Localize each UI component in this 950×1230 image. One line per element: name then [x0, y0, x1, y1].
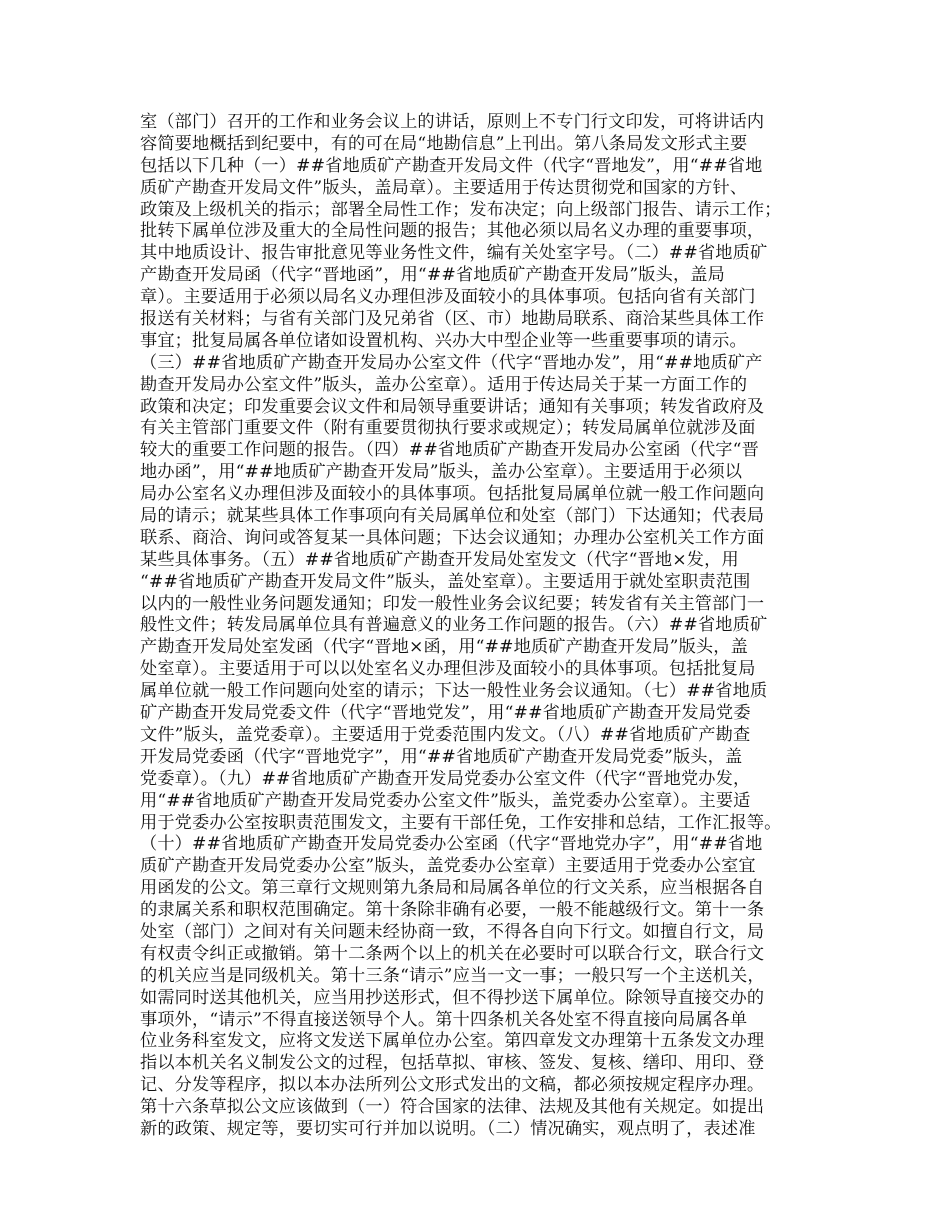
- text-line: 用函发的公文。第三章行文规则第九条局和局属各单位的行文关系，应当根据各自: [140, 878, 765, 899]
- text-line: 开发局党委函（代字“晋地党字”，用“##省地质矿产勘查开发局党委”版头，盖: [140, 746, 743, 767]
- text-line: 政策及上级机关的指示；部署全局性工作；发布决定；向上级部门报告、请示工作；: [140, 199, 782, 220]
- text-line: 属单位就一般工作问题向处室的请示；下达一般性业务会议通知。（七）##省地质: [140, 681, 768, 702]
- text-line: 报送有关材料；与省有关部门及兄弟省（区、市）地勘局联系、商洽某些具体工作: [140, 309, 765, 330]
- text-line: 文件”版头，盖党委章）。主要适用于党委范围内发文。（八）##省地质矿产勘查: [140, 724, 751, 745]
- text-line: 联系、商洽、询问或答复某一具体问题；下达会议通知；办理办公室机关工作方面: [140, 527, 765, 548]
- text-line: 处室（部门）之间对有关问题未经协商一致，不得各自向下行文。如擅自行文，局: [140, 921, 765, 942]
- text-line: 第十六条草拟公文应该做到（一）符合国家的法律、法规及其他有关规定。如提出: [140, 1097, 765, 1118]
- text-line: 勘查开发局办公室文件”版头，盖办公室章）。适用于传达局关于某一方面工作的: [140, 374, 748, 395]
- text-line: 的隶属关系和职权范围确定。第十条除非确有必要，一般不能越级行文。第十一条: [140, 900, 765, 921]
- text-line: 产勘查开发局函（代字“晋地函”，用“##省地质矿产勘查开发局”版头，盖局: [140, 265, 725, 286]
- text-line: “##省地质矿产勘查开发局文件”版头，盖处室章）。主要适用于就处室职责范围: [140, 571, 751, 592]
- text-line: 以内的一般性业务问题发通知；印发一般性业务会议纪要；转发省有关主管部门一: [140, 593, 765, 614]
- text-line: 局的请示；就某些具体工作事项向有关局属单位和处室（部门）下达通知；代表局: [140, 506, 765, 527]
- text-line: 的机关应当是同级机关。第十三条“请示”应当一文一事；一般只写一个主送机关，: [140, 965, 765, 986]
- text-line: 般性文件；转发局属单位具有普遍意义的业务工作问题的报告。（六）##省地质矿: [140, 615, 768, 636]
- text-line: 容简要地概括到纪要中，有的可在局“地勘信息”上刊出。第八条局发文形式主要: [140, 133, 748, 154]
- text-line: 某些具体事务。（五）##省地质矿产勘查开发局处室发文（代字“晋地×发，用: [140, 549, 739, 570]
- text-line: （三）##省地质矿产勘查开发局办公室文件（代字“晋地办发”，用“##地质矿产: [140, 352, 763, 373]
- text-line: 用“##省地质矿产勘查开发局党委办公室文件”版头，盖党委办公室章）。主要适: [140, 790, 751, 811]
- text-line: 位业务科室发文，应将文发送下属单位办公室。第四章发文办理第十五条发文办理: [140, 1031, 765, 1052]
- document-page: [140, 112, 822, 1141]
- text-line: 包括以下几种（一）##省地质矿产勘查开发局文件（代字“晋地发”，用“##省地: [140, 155, 763, 176]
- text-line: 局办公室名义办理但涉及面较小的具体事项。包括批复局属单位就一般工作问题向: [140, 484, 765, 505]
- text-line: 记、分发等程序，拟以本办法所列公文形式发出的文稿，都必须按规定程序办理。: [140, 1075, 765, 1096]
- text-line: 事宜；批复局属各单位诸如设置机构、兴办大中型企业等一些重要事项的请示。: [140, 330, 747, 351]
- text-line: 有关主管部门重要文件（附有重要贯彻执行要求或规定）；转发局属单位就涉及面: [140, 418, 756, 439]
- text-line: （十）##省地质矿产勘查开发局党委办公室函（代字“晋地党办字”，用“##省地: [140, 834, 763, 855]
- text-line: 如需同时送其他机关，应当用抄送形式，但不得抄送下属单位。除领导直接交办的: [140, 987, 765, 1008]
- text-line: 质矿产勘查开发局文件”版头，盖局章）。主要适用于传达贯彻党和国家的方针、: [140, 177, 748, 198]
- text-line: 地办函”，用“##地质矿产勘查开发局”版头，盖办公室章）。主要适用于必须以: [140, 462, 743, 483]
- text-line: 有权责令纠正或撤销。第十二条两个以上的机关在必要时可以联合行文，联合行文: [140, 943, 765, 964]
- text-line: 其中地质设计、报告审批意见等业务性文件，编有关处室字号。（二）##省地质矿: [140, 243, 768, 264]
- text-line: 矿产勘查开发局党委文件（代字“晋地党发”，用“##省地质矿产勘查开发局党委: [140, 703, 751, 724]
- text-line: 批转下属单位涉及重大的全局性问题的报告；其他必须以局名义办理的重要事项，: [140, 221, 765, 242]
- text-line: 较大的重要工作问题的报告。（四）##省地质矿产勘查开发局办公室函（代字“晋: [140, 440, 759, 461]
- text-line: 室（部门）召开的工作和业务会议上的讲话，原则上不专门行文印发，可将讲话内: [140, 112, 765, 132]
- text-line: 处室章）。主要适用于可以以处室名义办理但涉及面较小的具体事项。包括批复局: [140, 659, 756, 680]
- text-line: 用于党委办公室按职责范围发文，主要有干部任免，工作安排和总结，工作汇报等。: [140, 812, 782, 833]
- text-line: 党委章）。（九）##省地质矿产勘查开发局党委办公室文件（代字“晋地党办发，: [140, 768, 751, 789]
- text-line: 质矿产勘查开发局党委办公室”版头，盖党委办公室章）主要适用于党委办公室宜: [140, 856, 756, 877]
- text-line: 政策和决定；印发重要会议文件和局领导重要讲话；通知有关事项；转发省政府及: [140, 396, 765, 417]
- text-line: 章）。主要适用于必须以局名义办理但涉及面较小的具体事项。包括向省有关部门: [140, 287, 756, 308]
- text-line: 新的政策、规定等，要切实可行并加以说明。（二）情况确实，观点明了，表述准: [140, 1118, 756, 1139]
- text-line: 产勘查开发局处室发函（代字“晋地×函，用“##地质矿产勘查开发局”版头，盖: [140, 637, 748, 658]
- text-line: 事项外，“请示”不得直接送领导个人。第十四条机关各处室不得直接向局属各单: [140, 1009, 748, 1030]
- text-line: 指以本机关名义制发公文的过程，包括草拟、审核、签发、复核、缮印、用印、登: [140, 1053, 765, 1074]
